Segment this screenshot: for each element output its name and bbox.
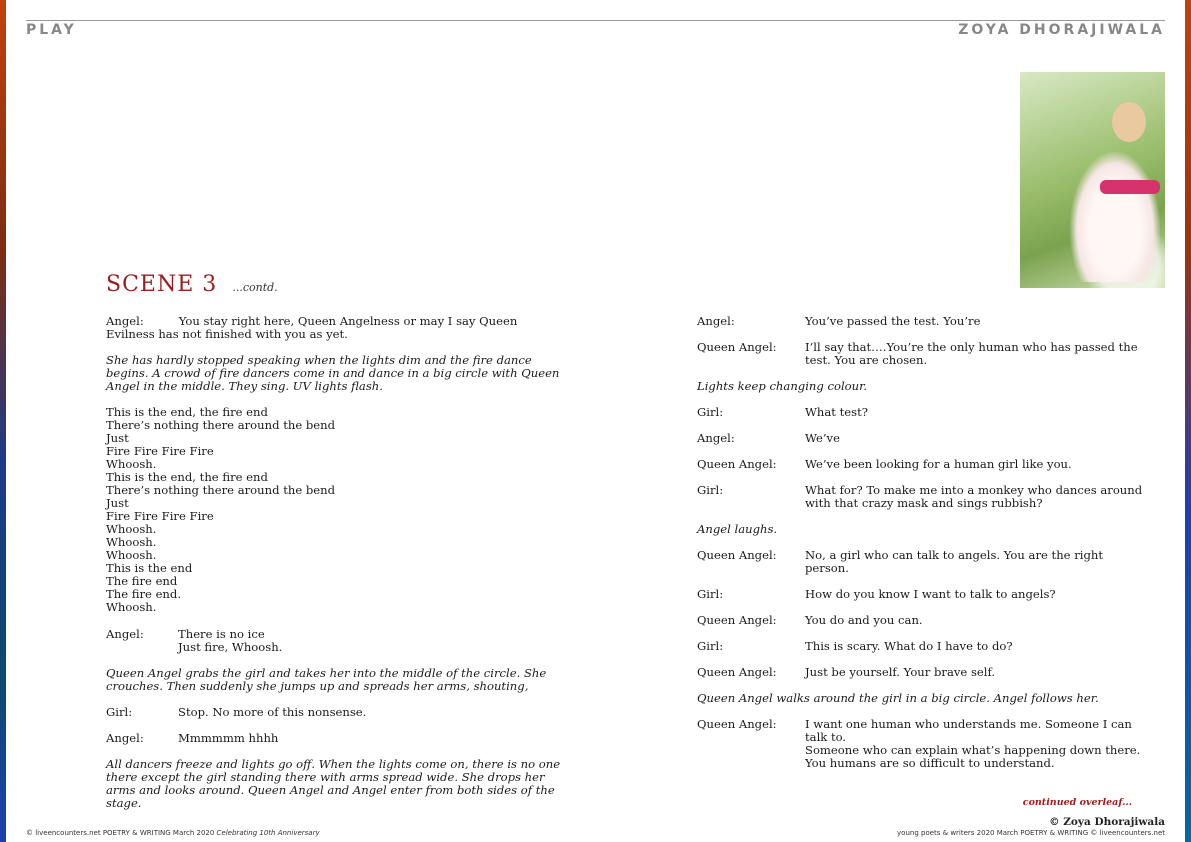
dialogue-text: I’ll say that….You’re the only human who has passed the test. You are chosen. [805, 340, 1138, 367]
song-line: Fire Fire Fire Fire [106, 444, 214, 458]
song-line: Just [106, 496, 129, 510]
scene-title: SCENE 3 [106, 272, 218, 297]
dialogue-text: We’ve been looking for a human girl like you. [805, 457, 1072, 471]
dialogue-line [697, 666, 1147, 679]
dialogue-text: Stop. No more of this nonsense. [178, 705, 367, 719]
song-line: The fire end. [106, 587, 182, 601]
speaker: Girl: [106, 705, 133, 719]
dialogue-text-line: Someone who can explain what’s happening down there. [805, 743, 1141, 757]
footer-left-text: © liveencounters.net POETRY & WRITING March 2020 [26, 829, 215, 837]
song-line: Fire Fire Fire Fire [106, 509, 214, 523]
speaker: Queen Angel: [697, 613, 777, 627]
footer-right-link[interactable]: young poets & writers 2020 March POETRY & WRITING © liveencounters.net [897, 829, 1165, 837]
dialogue-text-line: I want one human who understands me. Someone I can talk to. [805, 717, 1132, 744]
speaker: Queen Angel: [697, 340, 777, 354]
dialogue-text: We’ve [805, 431, 840, 445]
song-lyrics [106, 406, 568, 614]
photo-dress [1070, 152, 1160, 282]
dialogue-text-line: You humans are so difficult to understand. [805, 756, 1055, 770]
right-edge-decoration [1185, 0, 1191, 842]
stage-direction: Angel laughs. [697, 522, 778, 536]
dialogue-line [697, 458, 1147, 471]
author-label: ZOYA DHORAJIWALA [958, 22, 1165, 38]
copyright: © Zoya Dhorajiwala [1049, 816, 1165, 828]
dialogue-text-line: Just fire, Whoosh. [178, 640, 283, 654]
dialogue-line [106, 732, 568, 745]
song-line: Whoosh. [106, 535, 157, 549]
song-line: There’s nothing there around the bend [106, 418, 336, 432]
song-line: This is the end, the fire end [106, 470, 268, 484]
dialogue-text: How do you know I want to talk to angels? [805, 587, 1056, 601]
dialogue-line [106, 628, 568, 654]
dialogue-line [697, 484, 1147, 510]
dialogue-text: Mmmmmm hhhh [178, 731, 279, 745]
stage-direction: Lights keep changing colour. [697, 379, 868, 393]
section-label: PLAY [26, 22, 77, 38]
dialogue-line [697, 614, 1147, 627]
speaker: Angel: [106, 731, 144, 745]
speaker: Angel: [697, 431, 735, 445]
dialogue-line [697, 718, 1147, 770]
speaker: Angel: [106, 314, 144, 328]
stage-direction: Queen Angel grabs the girl and takes her into the middle of the circle. She crouches. Then suddenly she jumps up and spreads her arms, shouting, [106, 666, 547, 693]
dialogue-line [697, 549, 1147, 575]
dialogue-text: Just be yourself. Your brave self. [805, 665, 996, 679]
dialogue-line [697, 315, 1147, 328]
speaker: Girl: [697, 483, 724, 497]
girl-photo [1020, 72, 1165, 288]
speaker: Girl: [697, 639, 724, 653]
dialogue-line [697, 341, 1147, 367]
photo-sash [1100, 180, 1160, 194]
song-line: Whoosh. [106, 600, 157, 614]
song-line: Whoosh. [106, 548, 157, 562]
scene-heading [106, 272, 278, 297]
continued-note: continued overleaf... [1022, 797, 1132, 808]
speaker: Queen Angel: [697, 457, 777, 471]
footer-left [26, 829, 320, 837]
song-line: The fire end [106, 574, 178, 588]
speaker: Angel: [106, 627, 144, 641]
dialogue-line [697, 588, 1147, 601]
song-line: Just [106, 431, 129, 445]
speaker: Queen Angel: [697, 548, 777, 562]
song-line: This is the end, the fire end [106, 405, 268, 419]
dialogue-text: What for? To make me into a monkey who dances around with that crazy mask and sings rubbish? [805, 483, 1143, 510]
dialogue-text: You stay right here, Queen Angelness or may I say Queen Evilness has not finished with you as yet. [106, 314, 518, 341]
speaker: Angel: [697, 314, 735, 328]
song-line: This is the end [106, 561, 193, 575]
left-edge-decoration [0, 0, 6, 842]
stage-direction: She has hardly stopped speaking when the lights dim and the fire dance begins. A crowd of fire dancers come in and dance in a big circle with Queen Angel in the middle. They sing. UV lights flash. [106, 353, 560, 393]
right-column [697, 315, 1147, 783]
dialogue-text: What test? [805, 405, 868, 419]
speaker: Girl: [697, 405, 724, 419]
photo-head [1112, 102, 1146, 142]
dialogue-line [697, 640, 1147, 653]
speaker: Queen Angel: [697, 665, 777, 679]
footer-left-italic: Celebrating 10th Anniversary [216, 829, 320, 837]
dialogue-text [805, 718, 1147, 770]
song-line: There’s nothing there around the bend [106, 483, 336, 497]
stage-direction: All dancers freeze and lights go off. When the lights come on, there is no one there except the girl standing there with arms spread wide. She drops her arms and looks around. Queen Angel and Angel enter from both sides of the stage. [106, 757, 561, 810]
dialogue-line [697, 406, 1147, 419]
speaker: Queen Angel: [697, 717, 777, 731]
header-rule [26, 20, 1165, 21]
dialogue-line [106, 315, 568, 341]
dialogue-text [178, 628, 568, 654]
dialogue-text: You do and you can. [805, 613, 923, 627]
stage-direction: Queen Angel walks around the girl in a big circle. Angel follows her. [697, 691, 1099, 705]
dialogue-text: You’ve passed the test. You’re [805, 314, 981, 328]
song-line: Whoosh. [106, 457, 157, 471]
left-column [106, 315, 568, 823]
speaker: Girl: [697, 587, 724, 601]
scene-contd: ...contd. [232, 281, 278, 294]
dialogue-line [697, 432, 1147, 445]
dialogue-text: This is scary. What do I have to do? [805, 639, 1013, 653]
dialogue-text: No, a girl who can talk to angels. You are the right person. [805, 548, 1104, 575]
dialogue-line [106, 706, 568, 719]
dialogue-text-line: There is no ice [178, 627, 265, 641]
song-line: Whoosh. [106, 522, 157, 536]
